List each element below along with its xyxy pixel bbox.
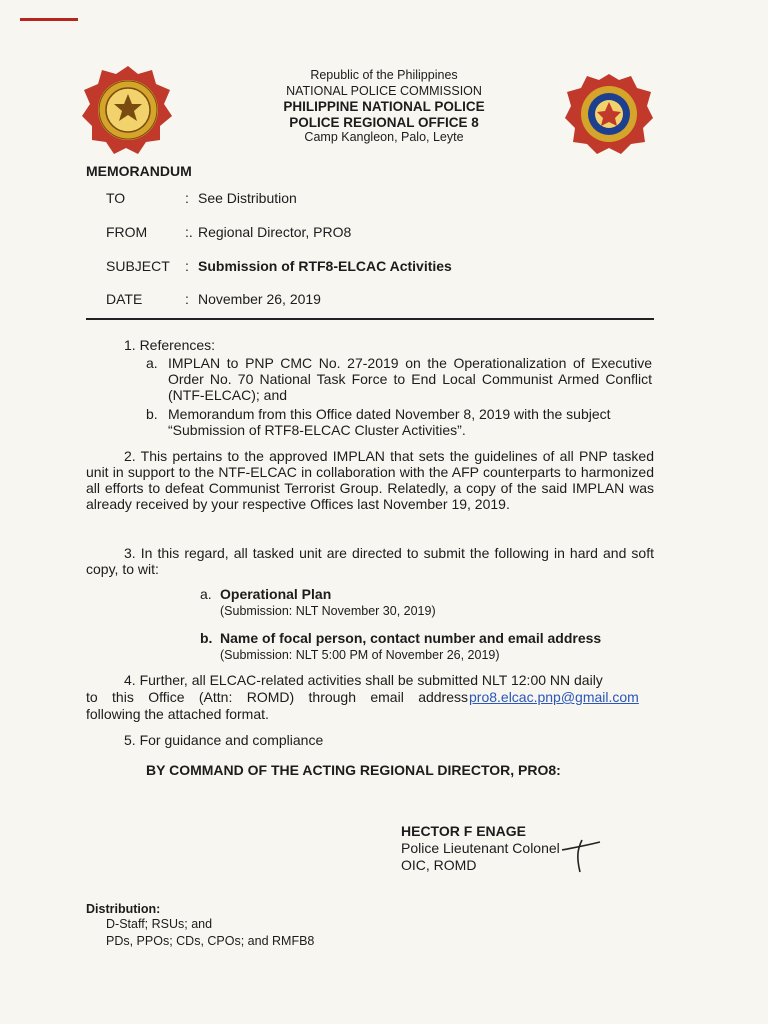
- memorandum-title: MEMORANDUM: [86, 163, 192, 179]
- to-separator: :: [185, 190, 189, 206]
- header-republic: Republic of the Philippines: [310, 68, 458, 82]
- signatory-name: HECTOR F ENAGE: [401, 823, 526, 839]
- item-a-note: (Submission: NLT November 30, 2019): [220, 604, 436, 618]
- header-address: Camp Kangleon, Palo, Leyte: [304, 130, 464, 144]
- letterhead: [200, 68, 568, 146]
- subject-value: Submission of RTF8-ELCAC Activities: [198, 258, 452, 274]
- signatory-position: OIC, ROMD: [401, 857, 477, 873]
- pnp-seal-icon: [80, 64, 176, 161]
- paragraph-4-line3: following the attached format.: [86, 706, 269, 722]
- paragraph-5: 5. For guidance and compliance: [124, 732, 324, 748]
- references-heading: 1. References:: [124, 337, 216, 353]
- item-b-marker: b.: [200, 630, 213, 646]
- from-separator: :.: [185, 224, 193, 240]
- reference-b-text: Memorandum from this Office dated November 8, 2019 with the subject “Submission of RTF8-ELCAC Cluster Activities”.: [168, 406, 611, 438]
- distribution-line-2: PDs, PPOs; CDs, CPOs; and RMFB8: [106, 934, 315, 948]
- subject-label: SUBJECT: [106, 258, 170, 274]
- command-line: BY COMMAND OF THE ACTING REGIONAL DIRECTOR, PRO8:: [146, 762, 561, 778]
- to-label: TO: [106, 190, 126, 206]
- item-a-title: Operational Plan: [220, 586, 332, 602]
- distribution-line-1: D-Staff; RSUs; and: [106, 917, 213, 931]
- reference-a-marker: a.: [146, 355, 158, 371]
- item-b-note: (Submission: NLT 5:00 PM of November 26, 2019): [220, 648, 500, 662]
- header-pro8: POLICE REGIONAL OFFICE 8: [289, 114, 479, 130]
- header-napolcom: NATIONAL POLICE COMMISSION: [286, 83, 482, 98]
- item-a-marker: a.: [200, 586, 212, 602]
- paragraph-4-line1: 4. Further, all ELCAC-related activities shall be submitted NLT 12:00 NN daily: [124, 672, 603, 688]
- date-value: November 26, 2019: [198, 291, 321, 307]
- header-divider: [86, 318, 654, 320]
- header-pnp: PHILIPPINE NATIONAL POLICE: [283, 99, 485, 114]
- from-value: Regional Director, PRO8: [198, 224, 352, 240]
- paragraph-4-line2: to this Office (Attn: ROMD) through email address: [86, 689, 468, 705]
- signatory-rank: Police Lieutenant Colonel: [401, 840, 560, 856]
- email-link[interactable]: pro8.elcac.pnp@gmail.com: [469, 689, 639, 705]
- distribution-title: Distribution:: [86, 902, 161, 916]
- paragraph-2: 2. This pertains to the approved IMPLAN that sets the guidelines of all PNP tasked unit in support to the NTF-ELCAC in collaboration with the AFP counterparts to harmonized all efforts to defeat Communist Terrorist Group. Relatedly, a copy of the said IMPLAN was already received by your respective Offices last November 19, 2019.: [86, 448, 654, 512]
- subject-separator: :: [185, 258, 189, 274]
- red-margin-mark: [20, 18, 78, 21]
- date-label: DATE: [106, 291, 143, 307]
- pro8-seal-icon: [563, 72, 655, 161]
- date-separator: :: [185, 291, 189, 307]
- to-value: See Distribution: [198, 190, 297, 206]
- handwritten-initial-icon: [560, 838, 602, 879]
- paragraph-3: 3. In this regard, all tasked unit are directed to submit the following in hard and soft copy, to wit:: [86, 545, 654, 577]
- item-b-title: Name of focal person, contact number and email address: [220, 630, 602, 646]
- from-label: FROM: [106, 224, 148, 240]
- reference-b-marker: b.: [146, 406, 158, 422]
- reference-a-text: IMPLAN to PNP CMC No. 27-2019 on the Operationalization of Executive Order No. 70 National Task Force to End Local Communist Armed Conflict (NTF-ELCAC); and: [168, 355, 652, 403]
